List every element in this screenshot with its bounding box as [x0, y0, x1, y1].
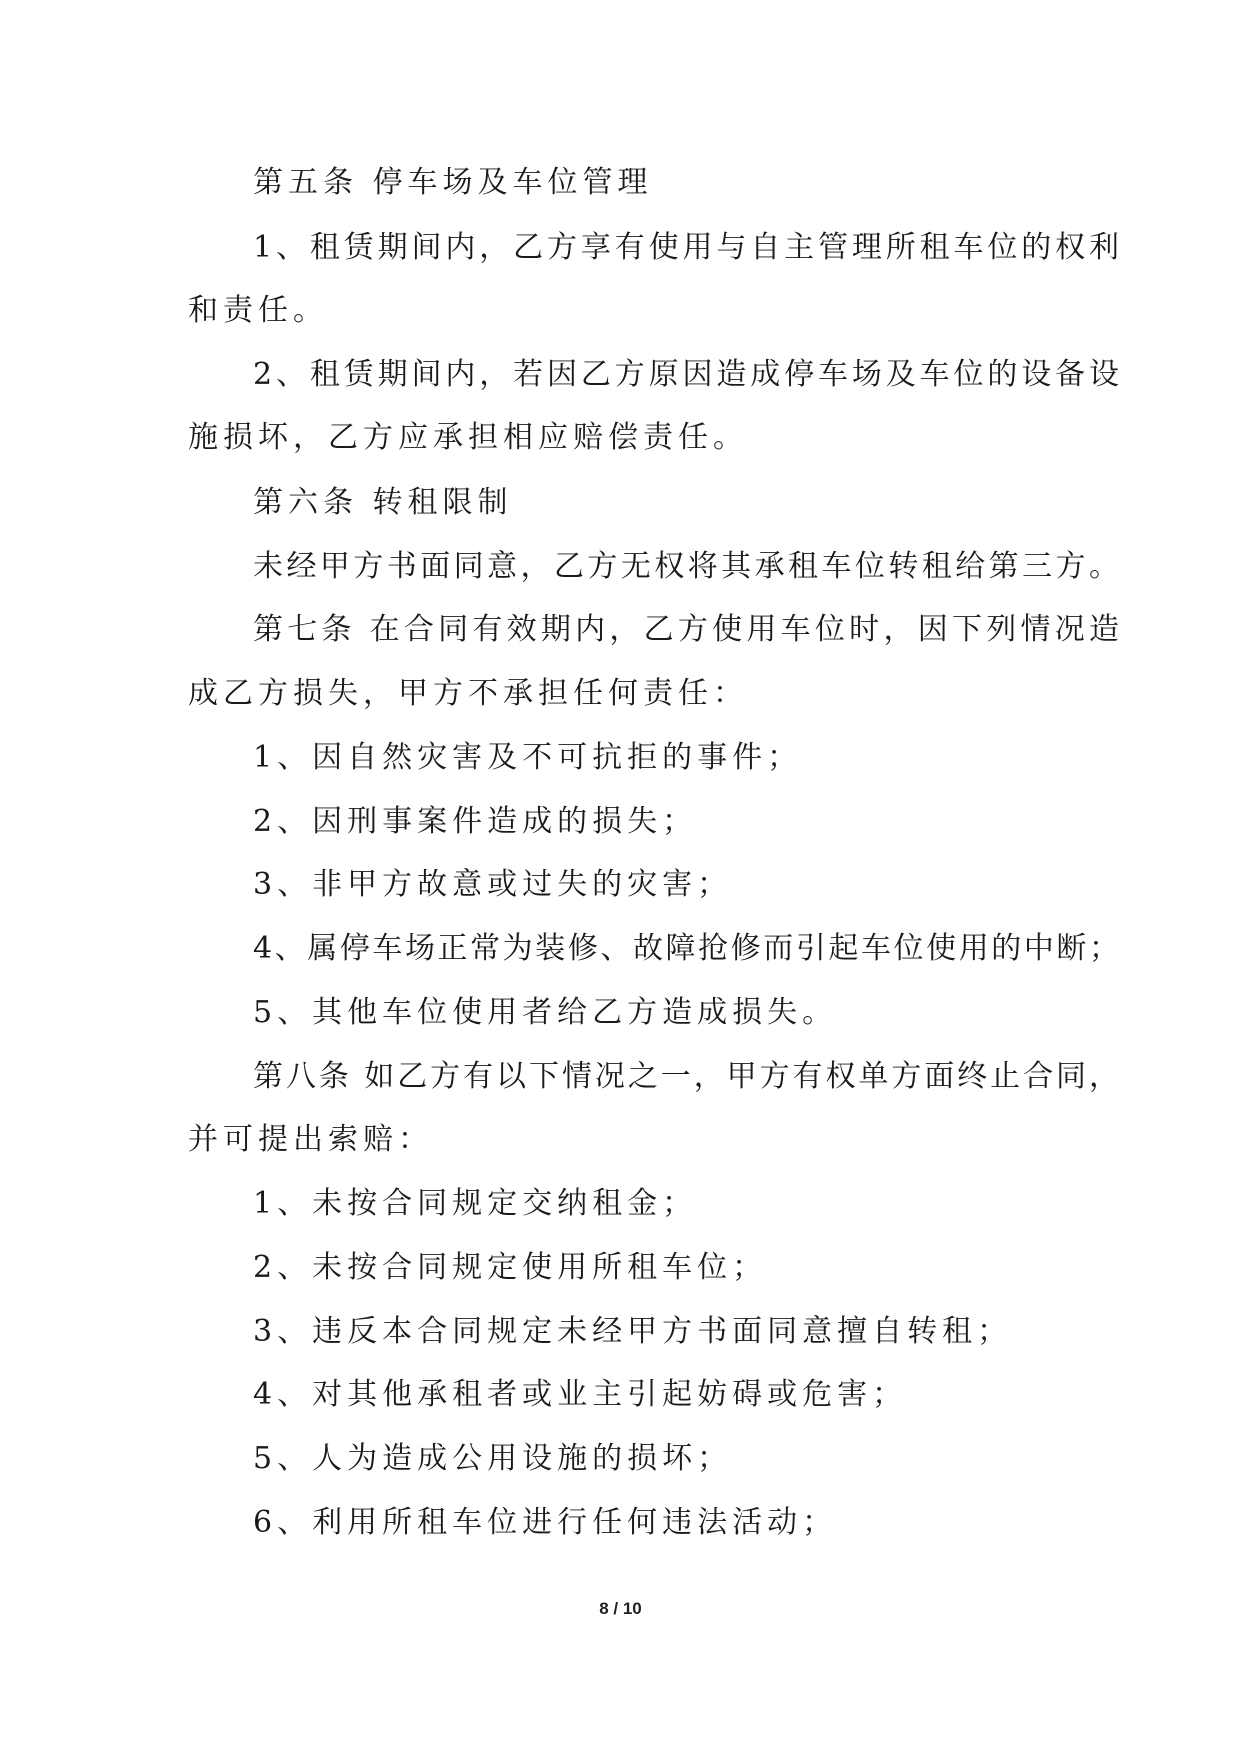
list-item: 4、属停车场正常为装修、故障抢修而引起车位使用的中断；	[253, 931, 1119, 966]
list-item: 3、非甲方故意或过失的灾害；	[253, 867, 733, 902]
list-item: 5、人为造成公用设施的损坏；	[253, 1441, 733, 1476]
page-number: 8 / 10	[599, 1599, 642, 1618]
paragraph-line: 成乙方损失，甲方不承担任何责任：	[188, 676, 748, 711]
list-item: 3、违反本合同规定未经甲方书面同意擅自转租；	[253, 1314, 1013, 1349]
paragraph-line: 1、租赁期间内，乙方享有使用与自主管理所租车位的权利	[253, 230, 1119, 265]
paragraph-line: 并可提出索赔：	[188, 1122, 433, 1157]
list-item: 6、利用所租车位进行任何违法活动；	[253, 1505, 838, 1540]
list-item: 1、因自然灾害及不可抗拒的事件；	[253, 740, 803, 775]
paragraph-line: 施损坏，乙方应承担相应赔偿责任。	[188, 420, 748, 455]
article-6-heading: 第六条 转租限制	[253, 485, 513, 520]
paragraph-line: 未经甲方书面同意，乙方无权将其承租车位转租给第三方。	[253, 549, 1119, 584]
list-item: 5、其他车位使用者给乙方造成损失。	[253, 995, 838, 1030]
list-item: 4、对其他承租者或业主引起妨碍或危害；	[253, 1377, 908, 1412]
article-5-heading: 第五条 停车场及车位管理	[253, 165, 653, 200]
list-item: 2、未按合同规定使用所租车位；	[253, 1250, 768, 1285]
list-item: 1、未按合同规定交纳租金；	[253, 1186, 698, 1221]
list-item: 2、因刑事案件造成的损失；	[253, 804, 698, 839]
article-8-heading: 第八条 如乙方有以下情况之一，甲方有权单方面终止合同，	[253, 1059, 1119, 1094]
paragraph-line: 2、租赁期间内，若因乙方原因造成停车场及车位的设备设	[253, 357, 1119, 392]
article-7-heading: 第七条 在合同有效期内，乙方使用车位时，因下列情况造	[253, 612, 1119, 647]
paragraph-line: 和责任。	[188, 293, 328, 328]
